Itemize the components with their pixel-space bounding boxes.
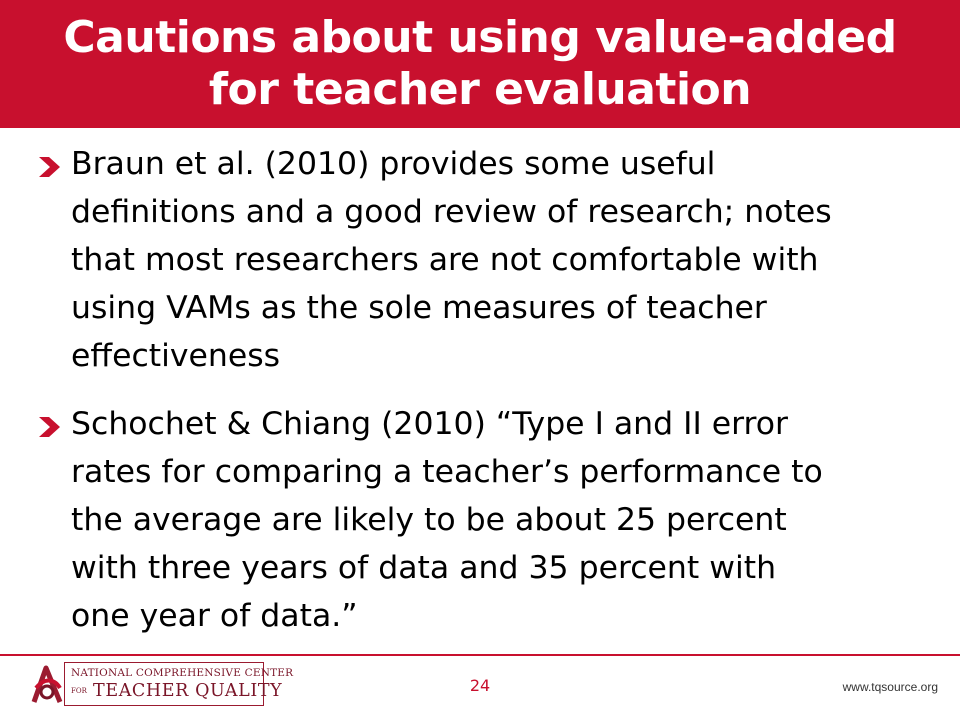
slide-title-line-2: for teacher evaluation	[208, 64, 752, 115]
bullet-item	[30, 140, 940, 380]
bullet-line: that most researchers are not comfortable with	[71, 242, 819, 278]
footer-divider	[0, 654, 960, 656]
bullet-item	[30, 400, 940, 640]
bullet-line: one year of data.”	[71, 598, 358, 634]
arrow-bullet-icon	[37, 416, 61, 438]
slide-content	[30, 140, 940, 640]
arrow-bullet-icon	[37, 156, 61, 178]
bullet-line: effectiveness	[71, 338, 281, 374]
bullet-line: with three years of data and 35 percent with	[71, 550, 777, 586]
logo-teacher-quality: TEACHER QUALITY	[93, 681, 283, 701]
logo-line-1: NATIONAL COMPREHENSIVE CENTER	[71, 667, 294, 679]
slide-title-line-1: Cautions about using value-added	[63, 12, 897, 63]
title-bar	[0, 0, 960, 128]
logo-for-word: FOR	[71, 687, 87, 695]
knot-emblem-icon	[30, 662, 64, 706]
bullet-line: Braun et al. (2010) provides some useful	[71, 146, 716, 182]
bullet-line: Schochet & Chiang (2010) “Type I and II error	[71, 406, 789, 442]
logo-wordmark	[64, 662, 294, 706]
bullet-line: definitions and a good review of research; notes	[71, 194, 832, 230]
bullet-line: the average are likely to be about 25 percent	[71, 502, 787, 538]
bullet-line: rates for comparing a teacher’s performance to	[71, 454, 823, 490]
page-number: 24	[469, 676, 491, 695]
website-url[interactable]: www.tqsource.org	[842, 680, 938, 694]
tq-center-logo	[30, 662, 294, 708]
bullet-line: using VAMs as the sole measures of teacher	[71, 290, 767, 326]
logo-line-2	[71, 681, 282, 701]
